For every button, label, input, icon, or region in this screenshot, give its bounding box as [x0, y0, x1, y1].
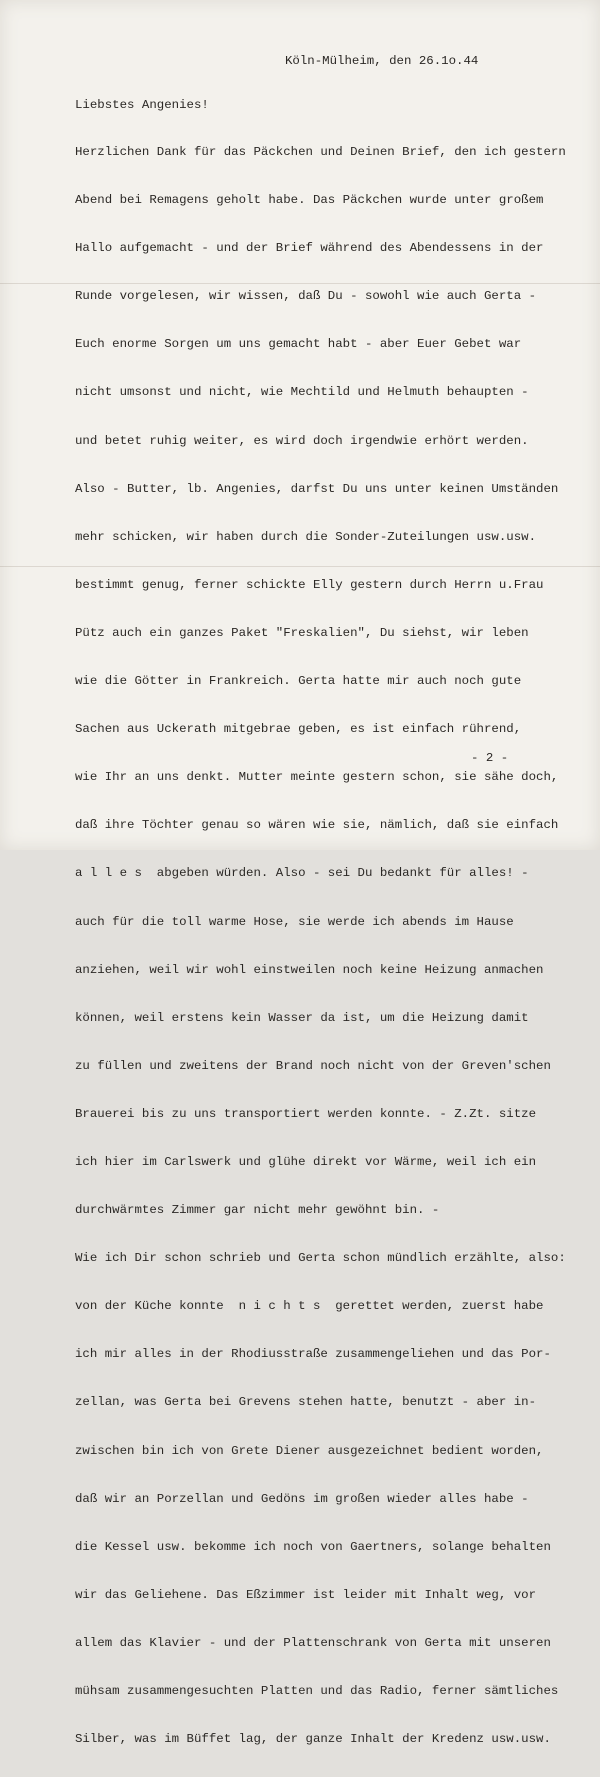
letter-line: wir das Geliehene. Das Eßzimmer ist leider mit Inhalt weg, vor — [75, 1587, 537, 1602]
letter-salutation: Liebstes Angenies! — [75, 98, 209, 112]
letter-line: mühsam zusammengesuchten Platten und das Radio, ferner sämtliches — [75, 1684, 559, 1698]
letter-line: zellan, was Gerta bei Grevens stehen hatte, benutzt - aber in- — [75, 1395, 537, 1410]
letter-line: die Kessel usw. bekomme ich noch von Gaertners, solange behalten — [75, 1539, 551, 1554]
letter-line: ich mir alles in der Rhodiusstraße zusammengeliehen und das Por- — [75, 1347, 551, 1362]
letter-line: durchwärmtes Zimmer gar nicht mehr gewöhnt bin. - — [75, 1203, 440, 1218]
letter-line: Abend bei Remagens geholt habe. Das Päckchen wurde unter großem — [75, 193, 544, 208]
letter-line: Silber, was im Büffet lag, der ganze Inhalt der Kredenz usw.usw. — [75, 1732, 551, 1747]
letter-line: mehr schicken, wir haben durch die Sonder-Zuteilungen usw.usw. — [75, 529, 537, 544]
letter-line: bestimmt genug, ferner schickte Elly gestern durch Herrn u.Frau — [75, 577, 544, 592]
letter-line: zwischen bin ich von Grete Diener ausgezeichnet bedient worden, — [75, 1443, 544, 1458]
letter-line: wie die Götter in Frankreich. Gerta hatte mir auch noch gute — [75, 674, 522, 689]
letter-line: daß ihre Töchter genau so wären wie sie, nämlich, daß sie einfach — [75, 818, 559, 833]
letter-place-date: Köln-Mülheim, den 26.1o.44 — [285, 54, 479, 68]
letter-line: a l l e s abgeben würden. Also - sei Du bedankt für alles! - — [75, 866, 529, 881]
letter-line: Pütz auch ein ganzes Paket "Freskalien", Du siehst, wir leben — [75, 625, 529, 640]
letter-line: zu füllen und zweitens der Brand noch nicht von der Greven'schen — [75, 1058, 551, 1073]
letter-line: Also - Butter, lb. Angenies, darfst Du uns unter keinen Umständen — [75, 481, 559, 496]
letter-line: und betet ruhig weiter, es wird doch irgendwie erhört werden. — [75, 433, 529, 448]
letter-line: allem das Klavier - und der Plattenschrank von Gerta mit unseren — [75, 1635, 551, 1650]
letter-line: Sachen aus Uckerath mitgebrae geben, es ist einfach rührend, — [75, 722, 522, 737]
letter-line: auch für die toll warme Hose, sie werde ich abends im Hause — [75, 914, 514, 929]
letter-line: Hallo aufgemacht - und der Brief während des Abendessens in der — [75, 241, 544, 256]
letter-line: daß wir an Porzellan und Gedöns im großen wieder alles habe - — [75, 1491, 529, 1506]
letter-line: Herzlichen Dank für das Päckchen und Deinen Brief, den ich gestern — [75, 145, 566, 159]
letter-line: Runde vorgelesen, wir wissen, daß Du - sowohl wie auch Gerta - — [75, 289, 537, 304]
letter-body — [75, 114, 585, 1777]
letter-line: Brauerei bis zu uns transportiert werden konnte. - Z.Zt. sitze — [75, 1106, 537, 1121]
letter-line: anziehen, weil wir wohl einstweilen noch keine Heizung anmachen — [75, 962, 544, 977]
letter-line: können, weil erstens kein Wasser da ist, um die Heizung damit — [75, 1010, 529, 1025]
letter-line: nicht umsonst und nicht, wie Mechtild und Helmuth behaupten - — [75, 385, 529, 400]
letter-line: Wie ich Dir schon schrieb und Gerta schon mündlich erzählte, also: — [75, 1251, 566, 1266]
page-number: - 2 - — [471, 751, 509, 765]
letter-line: ich hier im Carlswerk und glühe direkt vor Wärme, weil ich ein — [75, 1154, 537, 1169]
letter-line: wie Ihr an uns denkt. Mutter meinte gestern schon, sie sähe doch, — [75, 770, 559, 785]
letter-line: von der Küche konnte n i c h t s gerettet werden, zuerst habe — [75, 1299, 544, 1314]
letter-line: Euch enorme Sorgen um uns gemacht habt - aber Euer Gebet war — [75, 337, 522, 352]
